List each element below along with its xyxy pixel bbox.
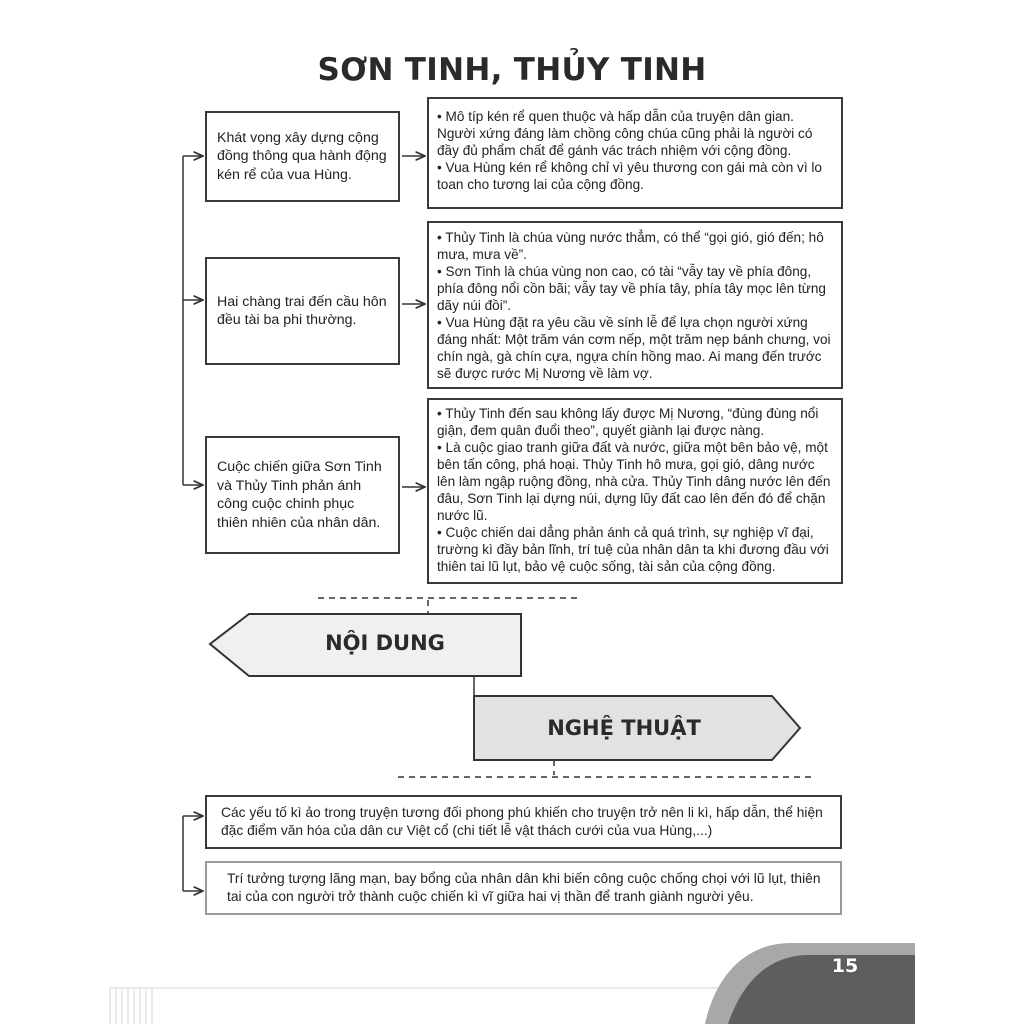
detail-point: • Cuộc chiến dai dẳng phản ánh cả quá trình, sự nghiệp vĩ đại, trường kì đầy bản lĩnh, trí tuệ của nhân dân ta khi đương đầu với thiên tai lũ lụt, bảo vệ cuộc sống, tài sản của cộng đồng. [437,525,829,574]
content-topic-1: Khát vọng xây dựng cộng đồng thông qua hành động kén rể của vua Hùng. [205,111,400,202]
page-edge-lines [110,988,720,1024]
page-corner-tab [705,943,915,1024]
detail-point: • Vua Hùng đặt ra yêu cầu về sính lễ để lựa chọn người xứng đáng nhất: Một trăm ván cơm nếp, một trăm nẹp bánh chưng, voi chín ngà, gà chín cựa, ngựa chín hồng mao. Ai mang đến trước sẽ được rước Mị Nương về làm vợ. [437,315,831,381]
content-detail-2 [427,221,843,389]
art-banner-label: NGHỆ THUẬT [547,716,701,740]
content-topic-2: Hai chàng trai đến cầu hôn đều tài ba phi thường. [205,257,400,365]
detail-point: • Là cuộc giao tranh giữa đất và nước, giữa một bên bảo vệ, một bên tấn công, phá hoại. Thủy Tinh hô mưa, gọi gió, dâng nước lên làm ngập ruộng đồng, nhà cửa. Thủy Tinh dâng nước lên đến đâu, Sơn Tinh lại dựng núi, dựng lũy đất cao lên đến đó để chặn nước lũ. [437,440,831,523]
detail-point: • Sơn Tinh là chúa vùng non cao, có tài “vẫy tay về phía đông, phía đông nổi cồn bãi; vẫy tay về phía tây, phía tây mọc lên từng dãy núi đồi”. [437,264,826,313]
art-point-1: Các yếu tố kì ảo trong truyện tương đối phong phú khiến cho truyện trở nên li kì, hấp dẫn, thể hiện đặc điểm văn hóa của dân cư Việt cổ (chi tiết lễ vật thách cưới của vua Hùng,...) [205,795,842,849]
page-number: 15 [831,955,859,977]
art-connectors [183,816,203,891]
content-banner-label: NỘI DUNG [325,631,445,655]
page-title: SƠN TINH, THỦY TINH [317,52,707,88]
detail-point: • Thủy Tinh đến sau không lấy được Mị Nương, “đùng đùng nổi giận, đem quân đuổi theo”, quyết giành lại được nàng. [437,406,819,438]
content-detail-3 [427,398,843,584]
detail-point: • Vua Hùng kén rể không chỉ vì yêu thương con gái mà còn vì lo toan cho tương lai của cộng đồng. [437,160,822,192]
art-point-2: Trí tưởng tượng lãng mạn, bay bổng của nhân dân khi biến công cuộc chống chọi với lũ lụt, thiên tai của con người trở thành cuộc chiến kì vĩ giữa hai vị thần để tranh giành người yêu. [205,861,842,915]
content-topic-3: Cuộc chiến giữa Sơn Tinh và Thủy Tinh phản ánh công cuộc chinh phục thiên nhiên của nhân dân. [205,436,400,554]
content-detail-1 [427,97,843,209]
detail-point: • Thủy Tinh là chúa vùng nước thẳm, có thể “gọi gió, gió đến; hô mưa, mưa về”. [437,230,824,262]
detail-point: • Mô típ kén rể quen thuộc và hấp dẫn của truyện dân gian. Người xứng đáng làm chồng công chúa cũng phải là người có đầy đủ phẩm chất để gánh vác trách nhiệm với cộng đồng. [437,109,813,158]
